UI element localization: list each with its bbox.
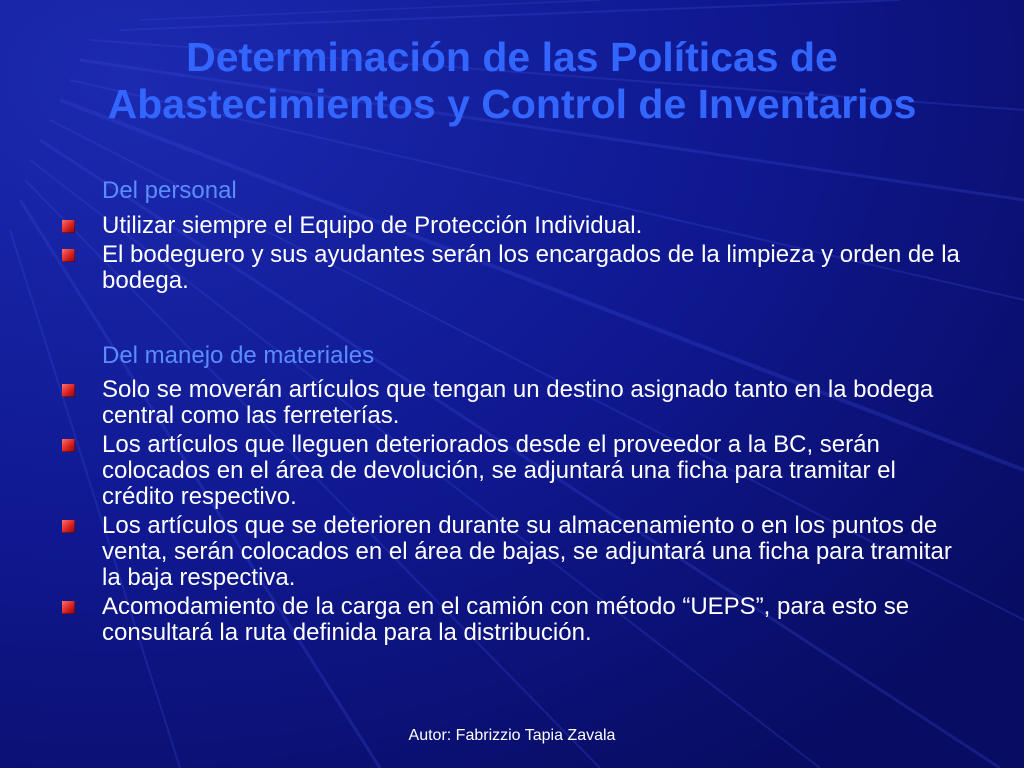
list-item-text: Utilizar siempre el Equipo de Protección Individual. — [102, 212, 643, 239]
red-square-bullet-icon — [62, 384, 75, 397]
list-item — [0, 513, 1024, 591]
list-item — [0, 594, 1024, 646]
slide-title-line1: Determinación de las Políticas de — [186, 34, 838, 80]
red-square-bullet-icon — [62, 220, 75, 233]
slide-footer-author: Autor: Fabrizzio Tapia Zavala — [408, 727, 616, 744]
bullet-list-personal — [0, 213, 1024, 297]
slide-title — [0, 34, 1024, 128]
section-heading-materiales: Del manejo de materiales — [102, 342, 375, 369]
list-item-text: El bodeguero y sus ayudantes serán los encargados de la limpieza y orden de la bodega. — [102, 241, 960, 294]
list-item — [0, 213, 1024, 239]
bullet-list-materiales — [0, 377, 1024, 649]
list-item-text: Los artículos que se deterioren durante su almacenamiento o en los puntos de venta, serán colocados en el área de bajas, se adjuntará una ficha para tramitar la baja respectiva. — [102, 512, 952, 591]
list-item — [0, 242, 1024, 294]
list-item-text: Acomodamiento de la carga en el camión con método “UEPS”, para esto se consultará la ruta definida para la distribución. — [102, 593, 910, 646]
red-square-bullet-icon — [62, 520, 75, 533]
list-item-text: Los artículos que lleguen deteriorados desde el proveedor a la BC, serán colocados en el área de devolución, se adjuntará una ficha para tramitar el crédito respectivo. — [102, 431, 896, 510]
list-item — [0, 377, 1024, 429]
red-square-bullet-icon — [62, 249, 75, 262]
list-item-text: Solo se moverán artículos que tengan un destino asignado tanto en la bodega central como las ferreterías. — [102, 376, 934, 429]
red-square-bullet-icon — [62, 439, 75, 452]
section-heading-personal: Del personal — [102, 177, 237, 204]
list-item — [0, 432, 1024, 510]
slide-title-line2: Abastecimientos y Control de Inventarios — [107, 81, 917, 127]
red-square-bullet-icon — [62, 601, 75, 614]
